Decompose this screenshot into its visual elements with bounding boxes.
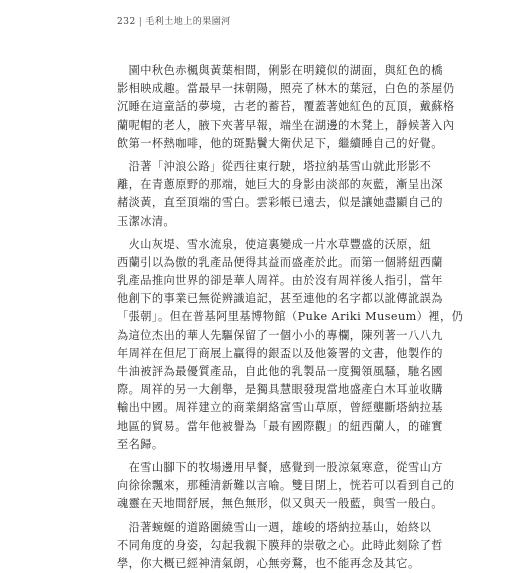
running-head	[117, 14, 231, 27]
text-line: 赭淡黃，直至頂端的雪白。雲彩帳已遠去，似是讓她盡顯自己的	[117, 194, 407, 212]
text-line: 牛油被評為最優質產品，自此他的乳製品一度獨領風騷，馳名國	[117, 363, 407, 381]
text-line: 為這位杰出的華人先驅保留了一個小小的專欄，陳列著一八八九	[117, 327, 407, 345]
text-line: 地區的貿易。當年他被譽為「最有國際觀」的紐西蘭人，的確實	[117, 418, 407, 436]
text-line: 玉潔冰清。	[117, 213, 407, 231]
text-line: 際。周祥的另一大創舉，是獨具慧眼發現當地盛產白木耳並收購	[117, 381, 407, 399]
paragraph	[117, 62, 407, 153]
page-number: 232	[117, 17, 136, 27]
text-line: 向徐徐飄來，那種清新難以言喻。雙目閉上，恍若可以看到自己的	[117, 477, 407, 495]
text-line: 輸出中國。周祥建立的商業網絡富雪山草原，曾經壟斷塔納拉基	[117, 399, 407, 417]
text-line: 園中秋色赤楓與黃葉相間，俐影在明鏡似的湖面，與紅色的橋	[117, 62, 407, 80]
text-line: 飲第一杯熱咖啡，他的斑點鬢大衛伏足下，繼續睡自己的好覺。	[117, 135, 407, 153]
text-line: 學，你大概已經神清氣朗，心無旁鶩，也不能再念及其它。	[117, 555, 407, 573]
text-line: 火山灰堤、雪水流泉，使這裏變成一片水草豐盛的沃原，紐	[117, 236, 407, 254]
text-line: 西蘭引以為傲的乳產品便得其益而盛產於此。而第一個將紐西蘭	[117, 254, 407, 272]
text-line: 沿著「沖浪公路」從西往東行駛，塔拉納基雪山就此形影不	[117, 158, 407, 176]
text-line: 沿著蜿蜒的道路圍繞雪山一週，雄峻的塔納拉基山，始終以	[117, 519, 407, 537]
paragraph	[117, 519, 407, 573]
text-line: 至名歸。	[117, 436, 407, 454]
text-line: 沉睡在這童話的夢境，古老的蓄苔，覆蓋著她紅色的瓦頂，戴蘇格	[117, 98, 407, 116]
text-line: 年周祥在但尼丁商展上贏得的銀盃以及他簽署的文書，他製作的	[117, 345, 407, 363]
book-title: 毛利土地上的果園河	[145, 17, 231, 27]
paragraph	[117, 236, 407, 454]
running-head-separator: |	[139, 17, 143, 27]
text-line: 在雪山腳下的牧場邊用早餐，感覺到一股涼氣寒意，從雪山方	[117, 459, 407, 477]
text-line: 乳產品推向世界的卻是華人周祥。由於沒有周祥後人指引，當年	[117, 272, 407, 290]
text-line: 「張朝」。但在普基阿里基博物館（Puke Ariki Museum）裡，仍	[117, 308, 407, 326]
text-line: 不同角度的身姿，勾起我親下膜拜的崇敬之心。此時此刻除了哲	[117, 537, 407, 555]
body-text	[117, 62, 407, 573]
paragraph	[117, 459, 407, 514]
text-line: 影相映成趣。當最早一抹朝陽，照亮了林木的葉冠，白色的茶屋仍	[117, 80, 407, 98]
text-line: 他創下的事業已無從辨識追記，甚至連他的名字都以訛傳訛誤為	[117, 290, 407, 308]
text-line: 魂靈在天地間舒展，無色無形，似又與天一般藍，與雪一般白。	[117, 495, 407, 513]
text-line: 蘭呢帽的老人，腋下夾著早報，端坐在湖邊的木凳上，靜候著入內	[117, 117, 407, 135]
paragraph	[117, 158, 407, 231]
text-line: 離，在青蔥原野的那端，她巨大的身影由淡部的灰藍，漸呈出深	[117, 176, 407, 194]
